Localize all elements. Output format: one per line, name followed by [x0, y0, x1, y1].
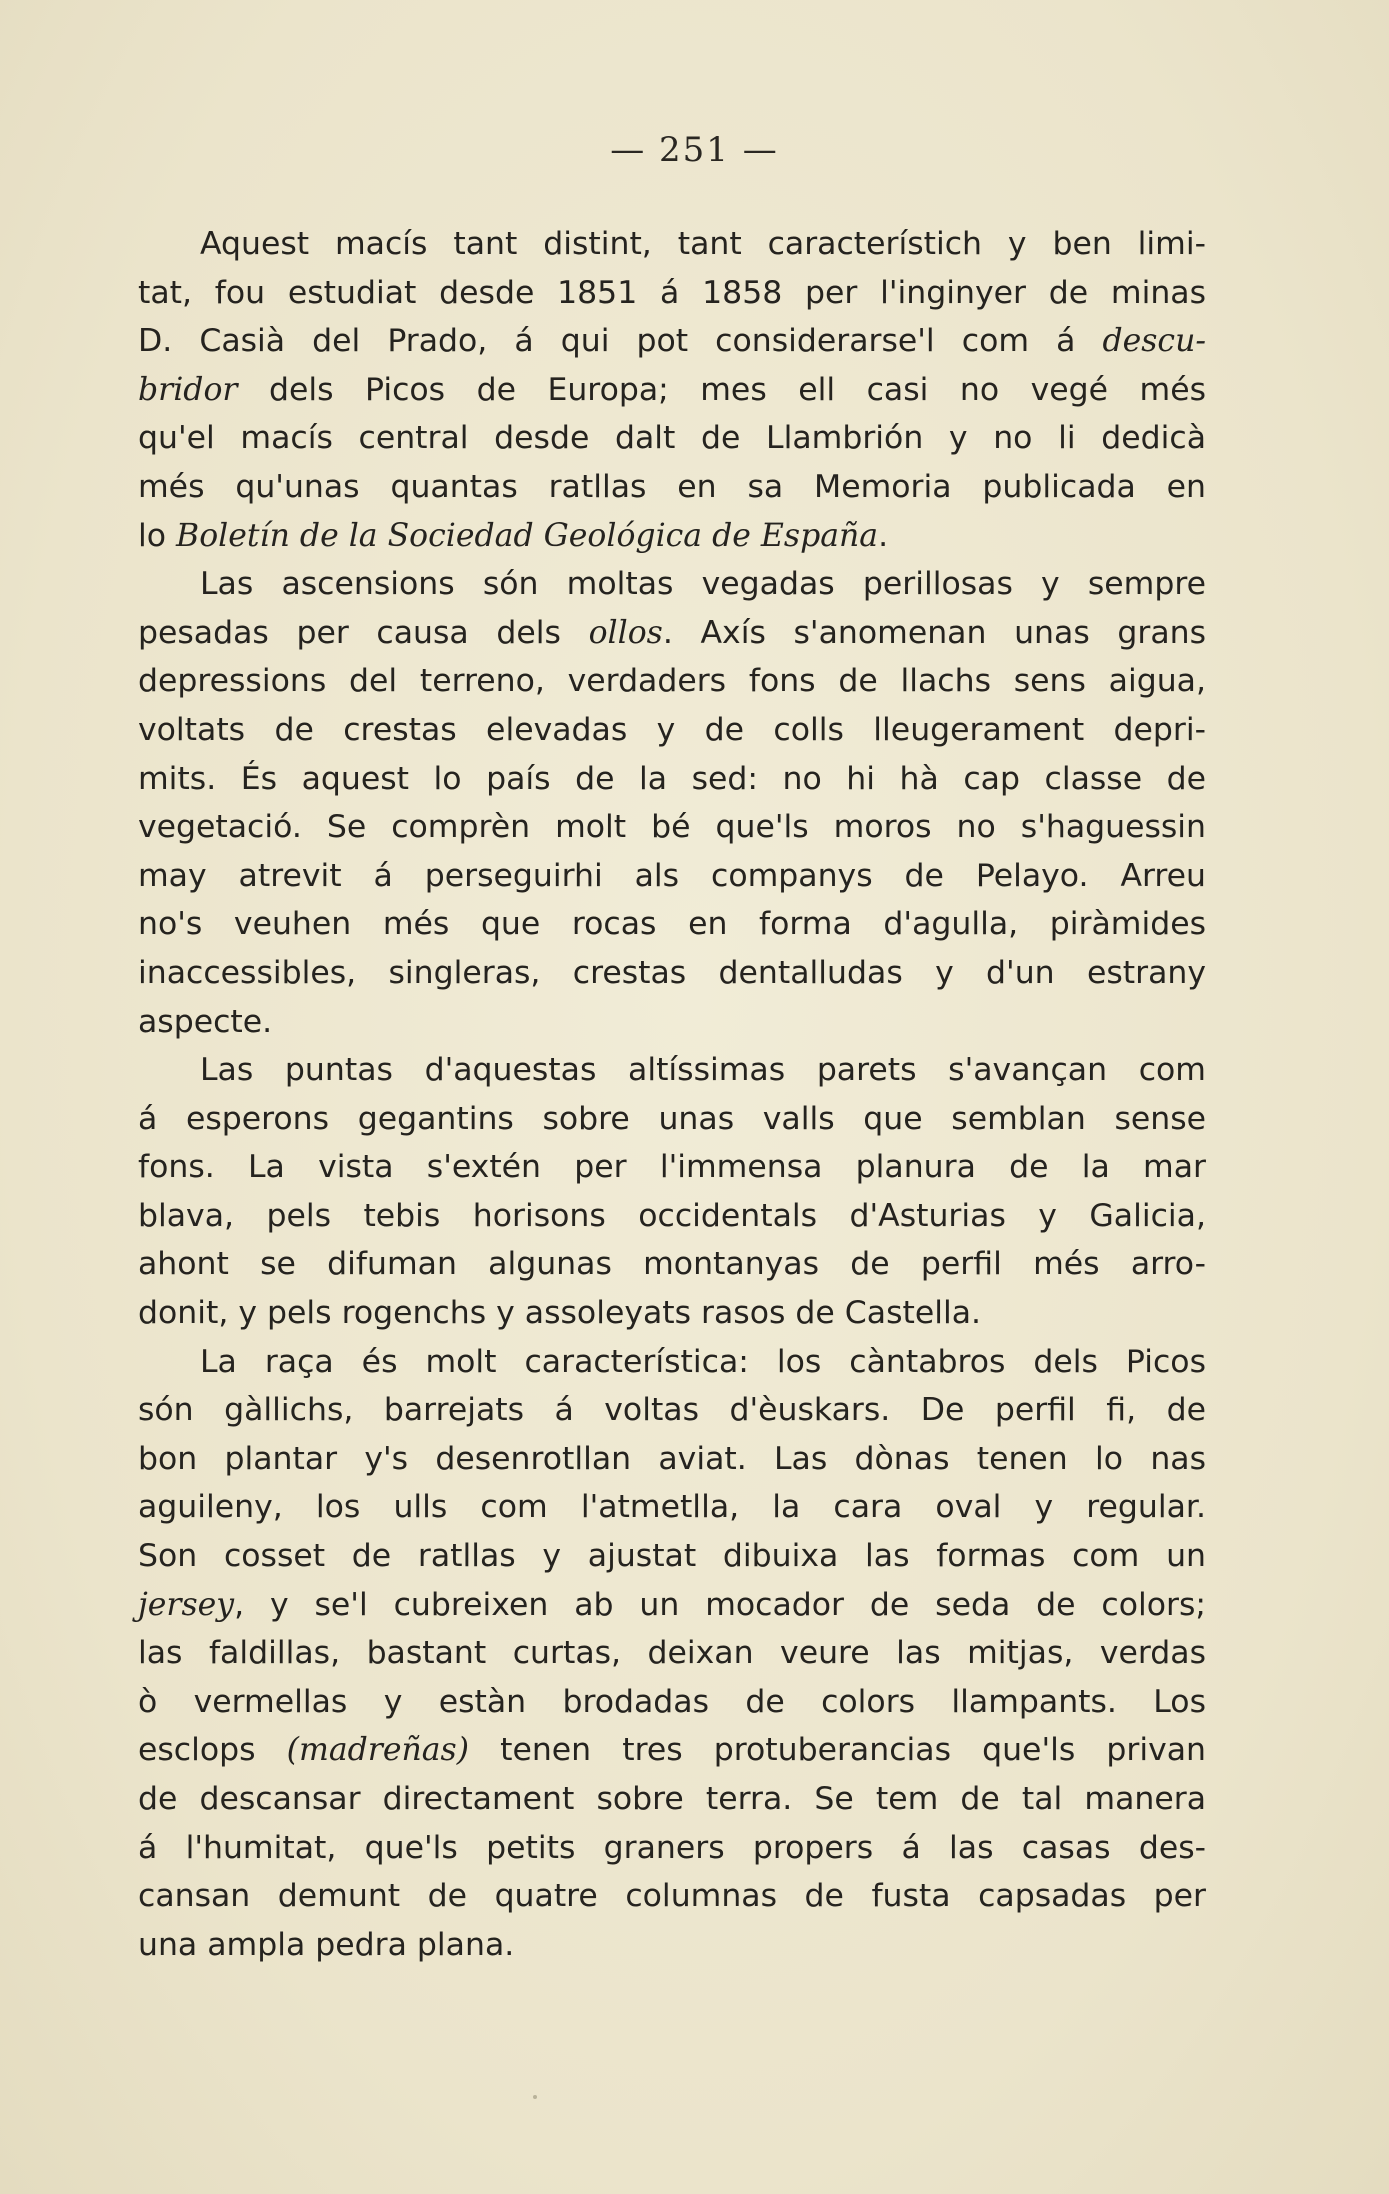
text-segment: á l'humitat, que'ls petits graners propers á las casas des- [138, 1829, 1206, 1866]
text-segment: una ampla pedra plana. [138, 1926, 515, 1963]
text-segment: Aquest macís tant distint, tant característich y ben limi- [200, 226, 1206, 262]
text-line [138, 1629, 1206, 1678]
text-segment: donit, y pels rogenchs y assoleyats rasos de Castella. [138, 1295, 982, 1332]
text-segment: ò vermellas y estàn brodadas de colors llampants. Los [138, 1683, 1206, 1720]
text-segment: Son cosset de ratllas y ajustat dibuixa las formas com un [138, 1538, 1206, 1575]
text-line [138, 657, 1206, 706]
text-segment: qu'el macís central desde dalt de Llambrión y no li dedicà [138, 420, 1206, 457]
text-segment: bon plantar y's desenrotllan aviat. Las dònas tenen lo nas [138, 1440, 1206, 1477]
text-line [138, 512, 1206, 561]
text-segment: ahont se difuman algunas montanyas de perfil més arro- [138, 1246, 1206, 1283]
text-segment: tenen tres protuberancias que'ls privan [468, 1732, 1206, 1769]
text-line [138, 998, 1206, 1047]
text-line [138, 220, 1206, 269]
text-line [138, 755, 1206, 804]
text-line [138, 1824, 1206, 1873]
text-segment: aguileny, los ulls com l'atmetlla, la cara oval y regular. [138, 1489, 1206, 1526]
text-line [138, 1143, 1206, 1192]
text-segment: vegetació. Se comprèn molt bé que'ls moros no s'haguessin [138, 809, 1206, 846]
text-line [138, 1678, 1206, 1727]
italic-text: ollos [588, 614, 663, 651]
text-line [138, 900, 1206, 949]
text-segment: blava, pels tebis horisons occidentals d'Asturias y Galicia, [138, 1197, 1206, 1234]
text-segment: esclops [138, 1732, 287, 1769]
text-line [138, 1872, 1206, 1921]
text-segment: són gàllichs, barrejats á voltas d'èuskars. De perfil fi, de [138, 1392, 1206, 1429]
text-segment: més qu'unas quantas ratllas en sa Memoria publicada en [138, 468, 1206, 505]
italic-text: jersey [138, 1586, 235, 1623]
text-line [138, 609, 1206, 658]
page-number: — 251 — [610, 130, 779, 170]
paper-speck [533, 2095, 537, 2099]
text-segment: cansan demunt de quatre columnas de fusta capsadas per [138, 1878, 1206, 1915]
italic-text: descu- [1102, 323, 1206, 360]
text-segment: Las puntas d'aquestas altíssimas parets s'avançan com [200, 1052, 1206, 1089]
italic-text: (madreñas) [286, 1732, 469, 1769]
text-segment: , y se'l cubreixen ab un mocador de seda de colors; [234, 1586, 1206, 1623]
text-segment: depressions del terreno, verdaders fons de llachs sens aigua, [138, 663, 1206, 700]
text-segment: Las ascensions són moltas vegadas perillosas y sempre [200, 566, 1206, 603]
text-line [138, 1775, 1206, 1824]
text-segment: tat, fou estudiat desde 1851 á 1858 per l'inginyer de minas [138, 274, 1206, 311]
text-segment: á esperons gegantins sobre unas valls que semblan sense [138, 1100, 1206, 1137]
text-line [138, 317, 1206, 366]
text-line [138, 852, 1206, 901]
text-line [138, 949, 1206, 998]
text-line [138, 560, 1206, 609]
text-segment: mits. És aquest lo país de la sed: no hi hà cap classe de [138, 760, 1206, 797]
italic-text: bridor [138, 371, 238, 408]
text-segment: . [878, 517, 889, 554]
text-line [138, 1435, 1206, 1484]
text-line [138, 1532, 1206, 1581]
text-line [138, 269, 1206, 318]
text-line [138, 414, 1206, 463]
text-segment: inaccessibles, singleras, crestas dentalludas y d'un estrany [138, 954, 1206, 991]
text-line [138, 1240, 1206, 1289]
text-line [138, 1483, 1206, 1532]
text-segment: dels Picos de Europa; mes ell casi no vegé més [237, 371, 1206, 408]
text-line [138, 1921, 1206, 1970]
italic-text: Boletín de la Sociedad Geológica de España [176, 517, 879, 554]
text-line [138, 1095, 1206, 1144]
text-line [138, 463, 1206, 512]
text-segment: lo [138, 517, 177, 554]
text-segment: La raça és molt característica: los càntabros dels Picos [200, 1343, 1206, 1380]
text-line [138, 803, 1206, 852]
text-line [138, 366, 1206, 415]
text-segment: no's veuhen més que rocas en forma d'agulla, piràmides [138, 906, 1206, 943]
text-line [138, 706, 1206, 755]
text-segment: de descansar directament sobre terra. Se tem de tal manera [138, 1781, 1206, 1817]
text-segment: voltats de crestas elevadas y de colls lleugerament depri- [138, 711, 1206, 748]
text-segment: may atrevit á perseguirhi als companys de Pelayo. Arreu [138, 857, 1206, 894]
text-line [138, 1289, 1206, 1338]
text-line [138, 1386, 1206, 1435]
body-text [138, 220, 1206, 1969]
text-segment: fons. La vista s'extén per l'immensa planura de la mar [138, 1149, 1206, 1186]
text-line [138, 1192, 1206, 1241]
text-line [138, 1046, 1206, 1095]
text-line [138, 1338, 1206, 1387]
text-segment: D. Casià del Prado, á qui pot considerarse'l com á [138, 323, 1103, 360]
text-segment: las faldillas, bastant curtas, deixan veure las mitjas, verdas [138, 1635, 1206, 1672]
text-line [138, 1726, 1206, 1775]
text-segment: aspecte. [138, 1003, 273, 1040]
text-segment: . Axís s'anomenan unas grans [662, 614, 1207, 651]
text-segment: pesadas per causa dels [138, 614, 589, 651]
text-line [138, 1581, 1206, 1630]
